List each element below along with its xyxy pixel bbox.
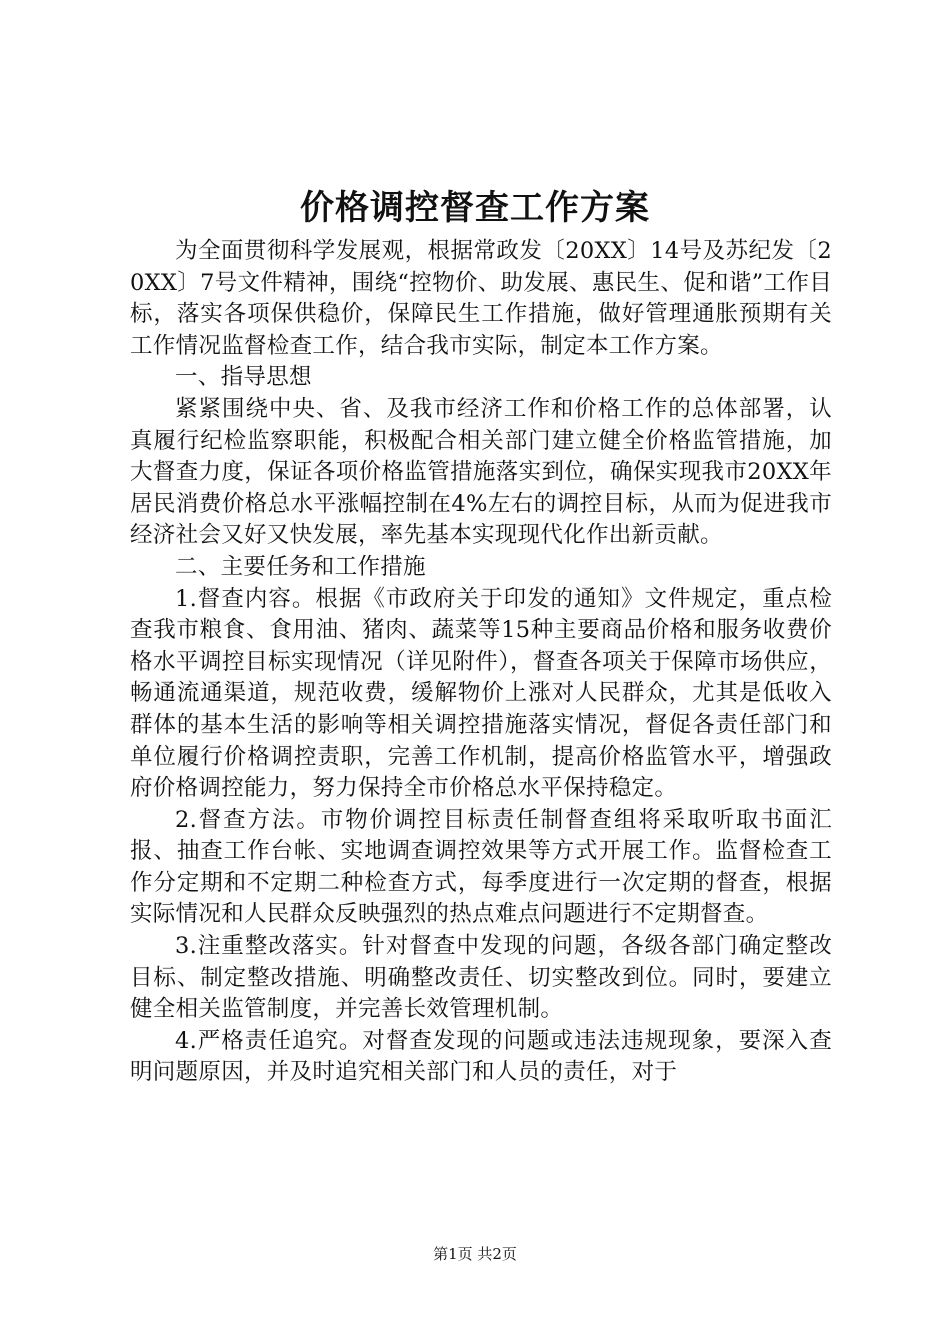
heading-guiding-ideology: 一、指导思想 (175, 364, 312, 391)
document-body (130, 236, 832, 1089)
paragraph-rectification: 3.注重整改落实。针对督查中发现的问题，各级各部门确定整改目标、制定整改措施、明确整改责任、切实整改到位。同时，要建立健全相关监管制度，并完善长效管理机制。 (130, 933, 832, 1023)
paragraph-inspection-method: 2.督查方法。市物价调控目标责任制督查组将采取听取书面汇报、抽查工作台帐、实地调查调控效果等方式开展工作。监督检查工作分定期和不定期二种检查方式，每季度进行一次定期的督查，根据实际情况和人民群众反映强烈的热点难点问题进行不定期督查。 (130, 806, 832, 928)
paragraph-guiding-ideology: 紧紧围绕中央、省、及我市经济工作和价格工作的总体部署，认真履行纪检监察职能，积极配合相关部门建立健全价格监管措施，加大督查力度，保证各项价格监管措施落实到位，确保实现我市20XX年居民消费价格总水平涨幅控制在4%左右的调控目标，从而为促进我市经济社会又好又快发展，率先基本实现现代化作出新贡献。 (130, 395, 832, 549)
document-title: 价格调控督查工作方案 (300, 188, 650, 228)
heading-main-tasks: 二、主要任务和工作措施 (175, 553, 426, 580)
paragraph-accountability: 4.严格责任追究。对督查发现的问题或违法违规现象，要深入查明问题原因，并及时追究相关部门和人员的责任，对于 (130, 1027, 832, 1086)
page-footer: 第1页 共2页 (433, 1245, 517, 1263)
paragraph-intro: 为全面贯彻科学发展观，根据常政发〔20XX〕14号及苏纪发〔20XX〕7号文件精神，围绕“控物价、助发展、惠民生、促和谐”工作目标，落实各项保供稳价，保障民生工作措施，做好管理通胀预期有关工作情况监督检查工作，结合我市实际，制定本工作方案。 (130, 238, 832, 359)
paragraph-inspection-content: 1.督查内容。根据《市政府关于印发的通知》文件规定，重点检查我市粮食、食用油、猪肉、蔬菜等15种主要商品价格和服务收费价格水平调控目标实现情况（详见附件），督查各项关于保障市场供应，畅通流通渠道，规范收费，缓解物价上涨对人民群众，尤其是低收入群体的基本生活的影响等相关调控措施落实情况，督促各责任部门和单位履行价格调控责职，完善工作机制，提高价格监管水平，增强政府价格调控能力，努力保持全市价格总水平保持稳定。 (130, 585, 832, 802)
